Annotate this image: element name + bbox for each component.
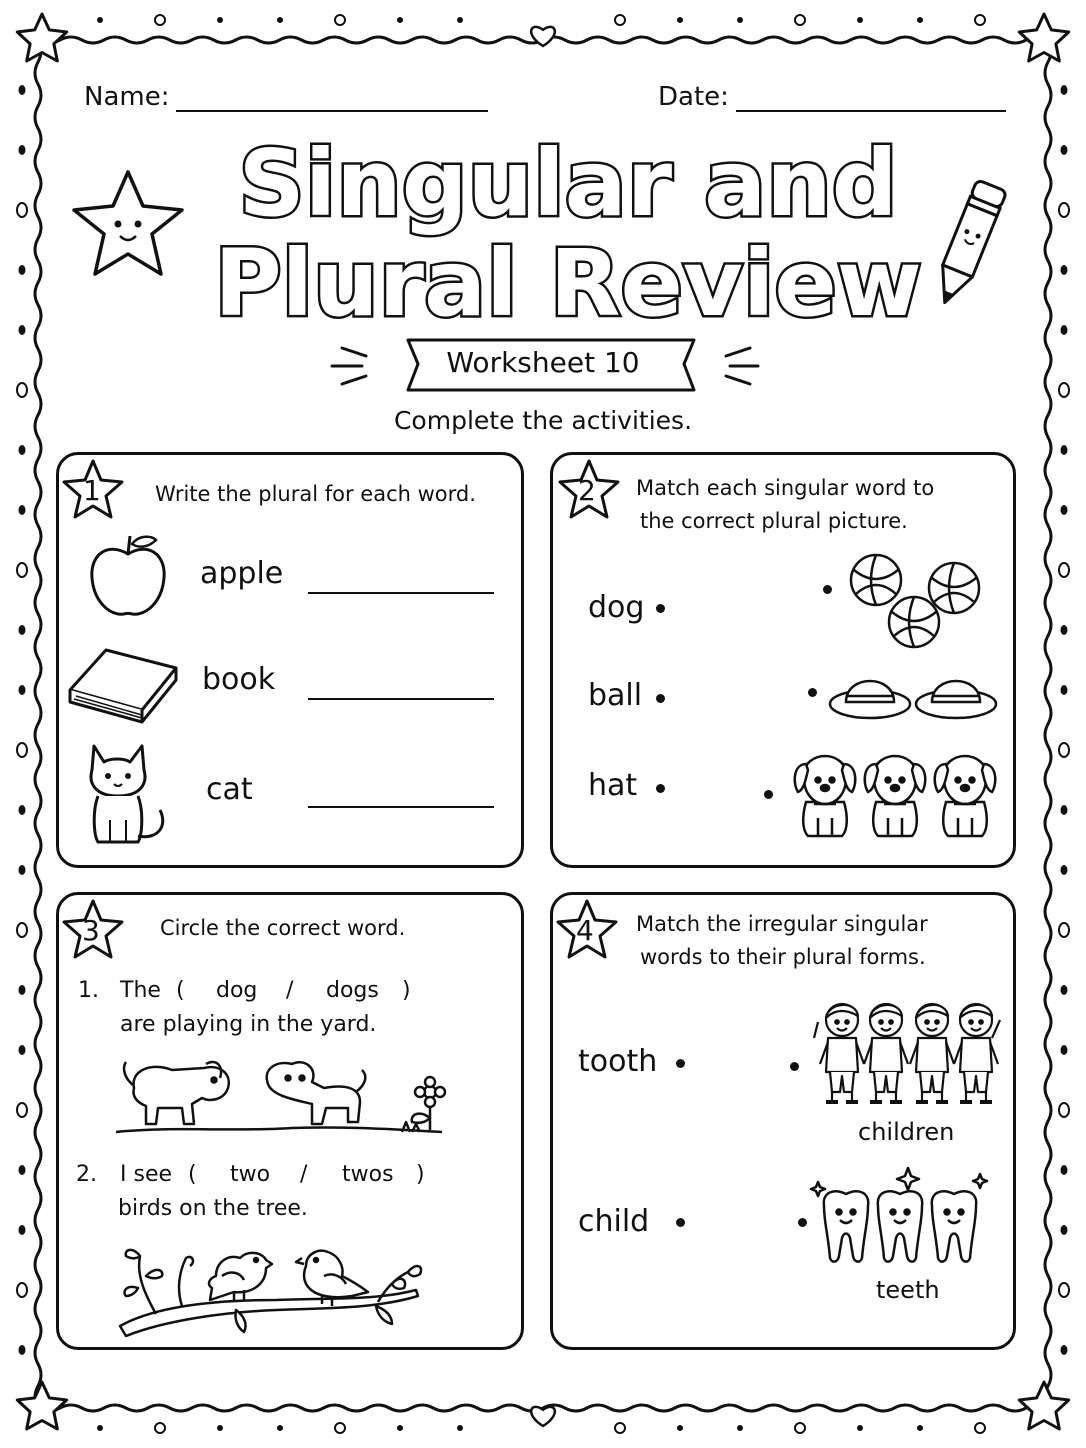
section-3-title: Circle the correct word. bbox=[160, 916, 406, 940]
date-field[interactable] bbox=[736, 110, 1006, 112]
date-label: Date: bbox=[658, 82, 729, 112]
smiling-star-icon bbox=[66, 166, 190, 284]
caption-children: children bbox=[858, 1118, 955, 1146]
question-1-number: 1. bbox=[78, 978, 99, 1003]
smiling-pencil-icon bbox=[928, 175, 1008, 315]
section-1-number: 1 bbox=[83, 474, 101, 507]
answer-line-cat[interactable] bbox=[308, 806, 494, 808]
match-dot-dog[interactable] bbox=[656, 604, 665, 613]
question-2-option-2[interactable]: twos bbox=[342, 1162, 394, 1187]
question-2-close: ) bbox=[416, 1162, 425, 1187]
section-1-title: Write the plural for each word. bbox=[155, 482, 476, 506]
section-4-number: 4 bbox=[576, 914, 594, 947]
instructions: Complete the activities. bbox=[393, 406, 693, 435]
teeth-picture bbox=[806, 1162, 994, 1268]
question-1-slash: / bbox=[286, 978, 294, 1003]
playing-dogs-illustration bbox=[112, 1048, 448, 1138]
word-apple: apple bbox=[200, 556, 284, 591]
match-dot-balls[interactable] bbox=[823, 585, 832, 594]
question-2-number: 2. bbox=[76, 1162, 97, 1187]
match-dot-tooth[interactable] bbox=[676, 1059, 685, 1068]
match-dot-dogs[interactable] bbox=[764, 790, 773, 799]
match-word-ball: ball bbox=[588, 678, 643, 713]
match-dot-hats[interactable] bbox=[808, 688, 817, 697]
question-1-start: The bbox=[120, 978, 161, 1003]
caption-teeth: teeth bbox=[876, 1276, 940, 1304]
match-dot-ball[interactable] bbox=[656, 694, 665, 703]
answer-line-book[interactable] bbox=[308, 698, 494, 700]
question-1-open: ( bbox=[176, 978, 185, 1003]
apple-icon bbox=[88, 530, 168, 620]
name-field[interactable] bbox=[176, 110, 488, 112]
match-dot-child[interactable] bbox=[676, 1218, 685, 1227]
word-cat: cat bbox=[206, 772, 253, 807]
name-label: Name: bbox=[84, 82, 170, 112]
match-word-dog: dog bbox=[588, 590, 645, 625]
section-4-title-line2: words to their plural forms. bbox=[640, 945, 926, 969]
balls-picture bbox=[846, 552, 984, 652]
book-icon bbox=[66, 644, 182, 726]
match-word-tooth: tooth bbox=[578, 1044, 658, 1079]
match-word-child: child bbox=[578, 1204, 650, 1239]
section-3-number: 3 bbox=[82, 914, 100, 947]
section-4-title-line1: Match the irregular singular bbox=[636, 912, 928, 936]
question-1-close: ) bbox=[402, 978, 411, 1003]
banner-label: Worksheet 10 bbox=[446, 346, 640, 379]
section-2-title-line2: the correct plural picture. bbox=[640, 509, 908, 533]
match-word-hat: hat bbox=[588, 768, 638, 803]
cat-icon bbox=[84, 740, 176, 848]
title-line2: Plural Review bbox=[214, 230, 922, 337]
question-2-slash: / bbox=[300, 1162, 308, 1187]
question-2-option-1[interactable]: two bbox=[230, 1162, 271, 1187]
match-dot-children[interactable] bbox=[790, 1062, 799, 1071]
match-dot-hat[interactable] bbox=[656, 784, 665, 793]
question-2-start: I see bbox=[120, 1162, 173, 1187]
question-2-line2: birds on the tree. bbox=[118, 1196, 308, 1221]
question-2-open: ( bbox=[188, 1162, 197, 1187]
section-2-title-line1: Match each singular word to bbox=[636, 476, 935, 500]
question-1-option-2[interactable]: dogs bbox=[326, 978, 379, 1003]
title-line1: Singular and bbox=[238, 130, 898, 237]
question-1-line2: are playing in the yard. bbox=[120, 1012, 377, 1037]
children-picture bbox=[814, 996, 1010, 1110]
question-1-option-1[interactable]: dog bbox=[216, 978, 258, 1003]
dogs-picture bbox=[792, 752, 1004, 840]
word-book: book bbox=[202, 662, 276, 697]
answer-line-apple[interactable] bbox=[308, 592, 494, 594]
section-2-number: 2 bbox=[578, 474, 596, 507]
birds-on-branch-illustration bbox=[116, 1236, 428, 1340]
hats-picture bbox=[828, 666, 1000, 722]
